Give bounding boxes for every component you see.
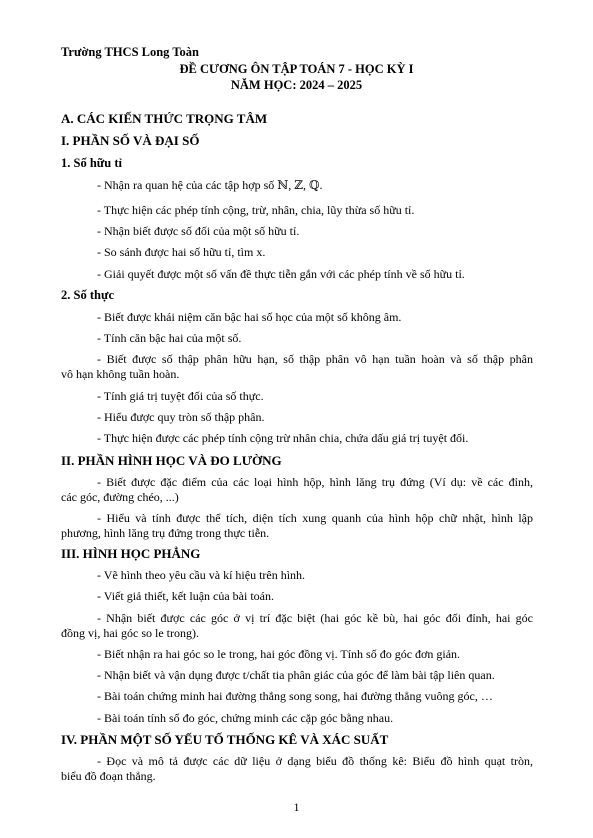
- list-item: - Nhận ra quan hệ của các tập hợp số ℕ, ℤ, ℚ.: [97, 178, 323, 192]
- list-item: - Biết được số thập phân hữu hạn, số thập phân vô hạn tuần hoàn và số thập phân: [97, 352, 533, 366]
- list-item: - Nhận biết được các góc ở vị trí đặc biệt (hai góc kề bù, hai góc đối đỉnh, hai góc: [97, 611, 533, 625]
- list-item-continuation: đồng vị, hai góc so le trong).: [61, 626, 199, 640]
- list-item: - Biết được đặc điểm của các loại hình hộp, hình lăng trụ đứng (Ví dụ: về các đỉnh,: [97, 475, 533, 489]
- list-item-continuation: các góc, đường chéo, ...): [61, 490, 179, 504]
- part3-heading: III. HÌNH HỌC PHẲNG: [61, 546, 201, 561]
- list-item: - Hiểu và tính được thể tích, diện tích xung quanh của hình hộp chữ nhật, hình lập: [97, 511, 533, 525]
- list-item: - Bài toán chứng minh hai đường thẳng song song, hai đường thẳng vuông góc, …: [97, 689, 493, 703]
- part1-sub2-heading: 2. Số thực: [61, 288, 114, 302]
- list-item: - Nhận biết và vận dụng được t/chất tia phân giác của góc để làm bài tập liên quan.: [97, 668, 495, 682]
- list-item-continuation: phương, hình lăng trụ đứng trong thực tiễn.: [61, 526, 270, 540]
- list-item: - Biết nhận ra hai góc so le trong, hai góc đồng vị. Tính số đo góc đơn giản.: [97, 647, 461, 661]
- school-year: NĂM HỌC: 2024 – 2025: [230, 78, 363, 92]
- list-item: - Tính giá trị tuyệt đối của số thực.: [97, 389, 264, 403]
- school-name: Trường THCS Long Toàn: [61, 45, 199, 59]
- list-item: - Viết giả thiết, kết luận của bài toán.: [97, 589, 274, 603]
- list-item: - Bài toán tính số đo góc, chứng minh các cặp góc bằng nhau.: [97, 711, 394, 725]
- list-item: - Đọc và mô tả được các dữ liệu ở dạng biểu đồ thống kê: Biểu đồ hình quạt tròn,: [97, 754, 533, 768]
- part1-sub1-heading: 1. Số hữu tỉ: [61, 156, 122, 170]
- list-item: - Hiểu được quy tròn số thập phân.: [97, 410, 265, 424]
- list-item: - Nhận biết được số đối của một số hữu tỉ.: [97, 224, 300, 238]
- section-a-heading: A. CÁC KIẾN THỨC TRỌNG TÂM: [61, 111, 268, 126]
- list-item: - Giải quyết được một số vấn đề thực tiễn gắn với các phép tính về số hữu tỉ.: [97, 267, 465, 281]
- part1-heading: I. PHẦN SỐ VÀ ĐẠI SỐ: [61, 133, 200, 148]
- list-item: - Thực hiện các phép tính cộng, trừ, nhân, chia, lũy thừa số hữu tỉ.: [97, 203, 415, 217]
- list-item: - Tính căn bậc hai của một số.: [97, 331, 242, 345]
- document-title: ĐỀ CƯƠNG ÔN TẬP TOÁN 7 - HỌC KỲ I: [179, 62, 414, 76]
- page-number: 1: [293, 800, 300, 814]
- list-item-continuation: biểu đồ đoạn thẳng.: [61, 769, 156, 783]
- part4-heading: IV. PHẦN MỘT SỐ YẾU TỐ THỐNG KÊ VÀ XÁC SUẤT: [61, 732, 389, 747]
- list-item: - Biết được khái niệm căn bậc hai số học của một số không âm.: [97, 310, 402, 324]
- list-item: - Vẽ hình theo yêu cầu và kí hiệu trên hình.: [97, 568, 306, 582]
- list-item-continuation: vô hạn không tuần hoàn.: [61, 367, 180, 381]
- list-item: - So sánh được hai số hữu tỉ, tìm x.: [97, 245, 266, 259]
- part2-heading: II. PHẦN HÌNH HỌC VÀ ĐO LƯỜNG: [61, 453, 282, 468]
- list-item: - Thực hiện được các phép tính cộng trừ nhân chia, chứa dấu giá trị tuyệt đối.: [97, 431, 469, 445]
